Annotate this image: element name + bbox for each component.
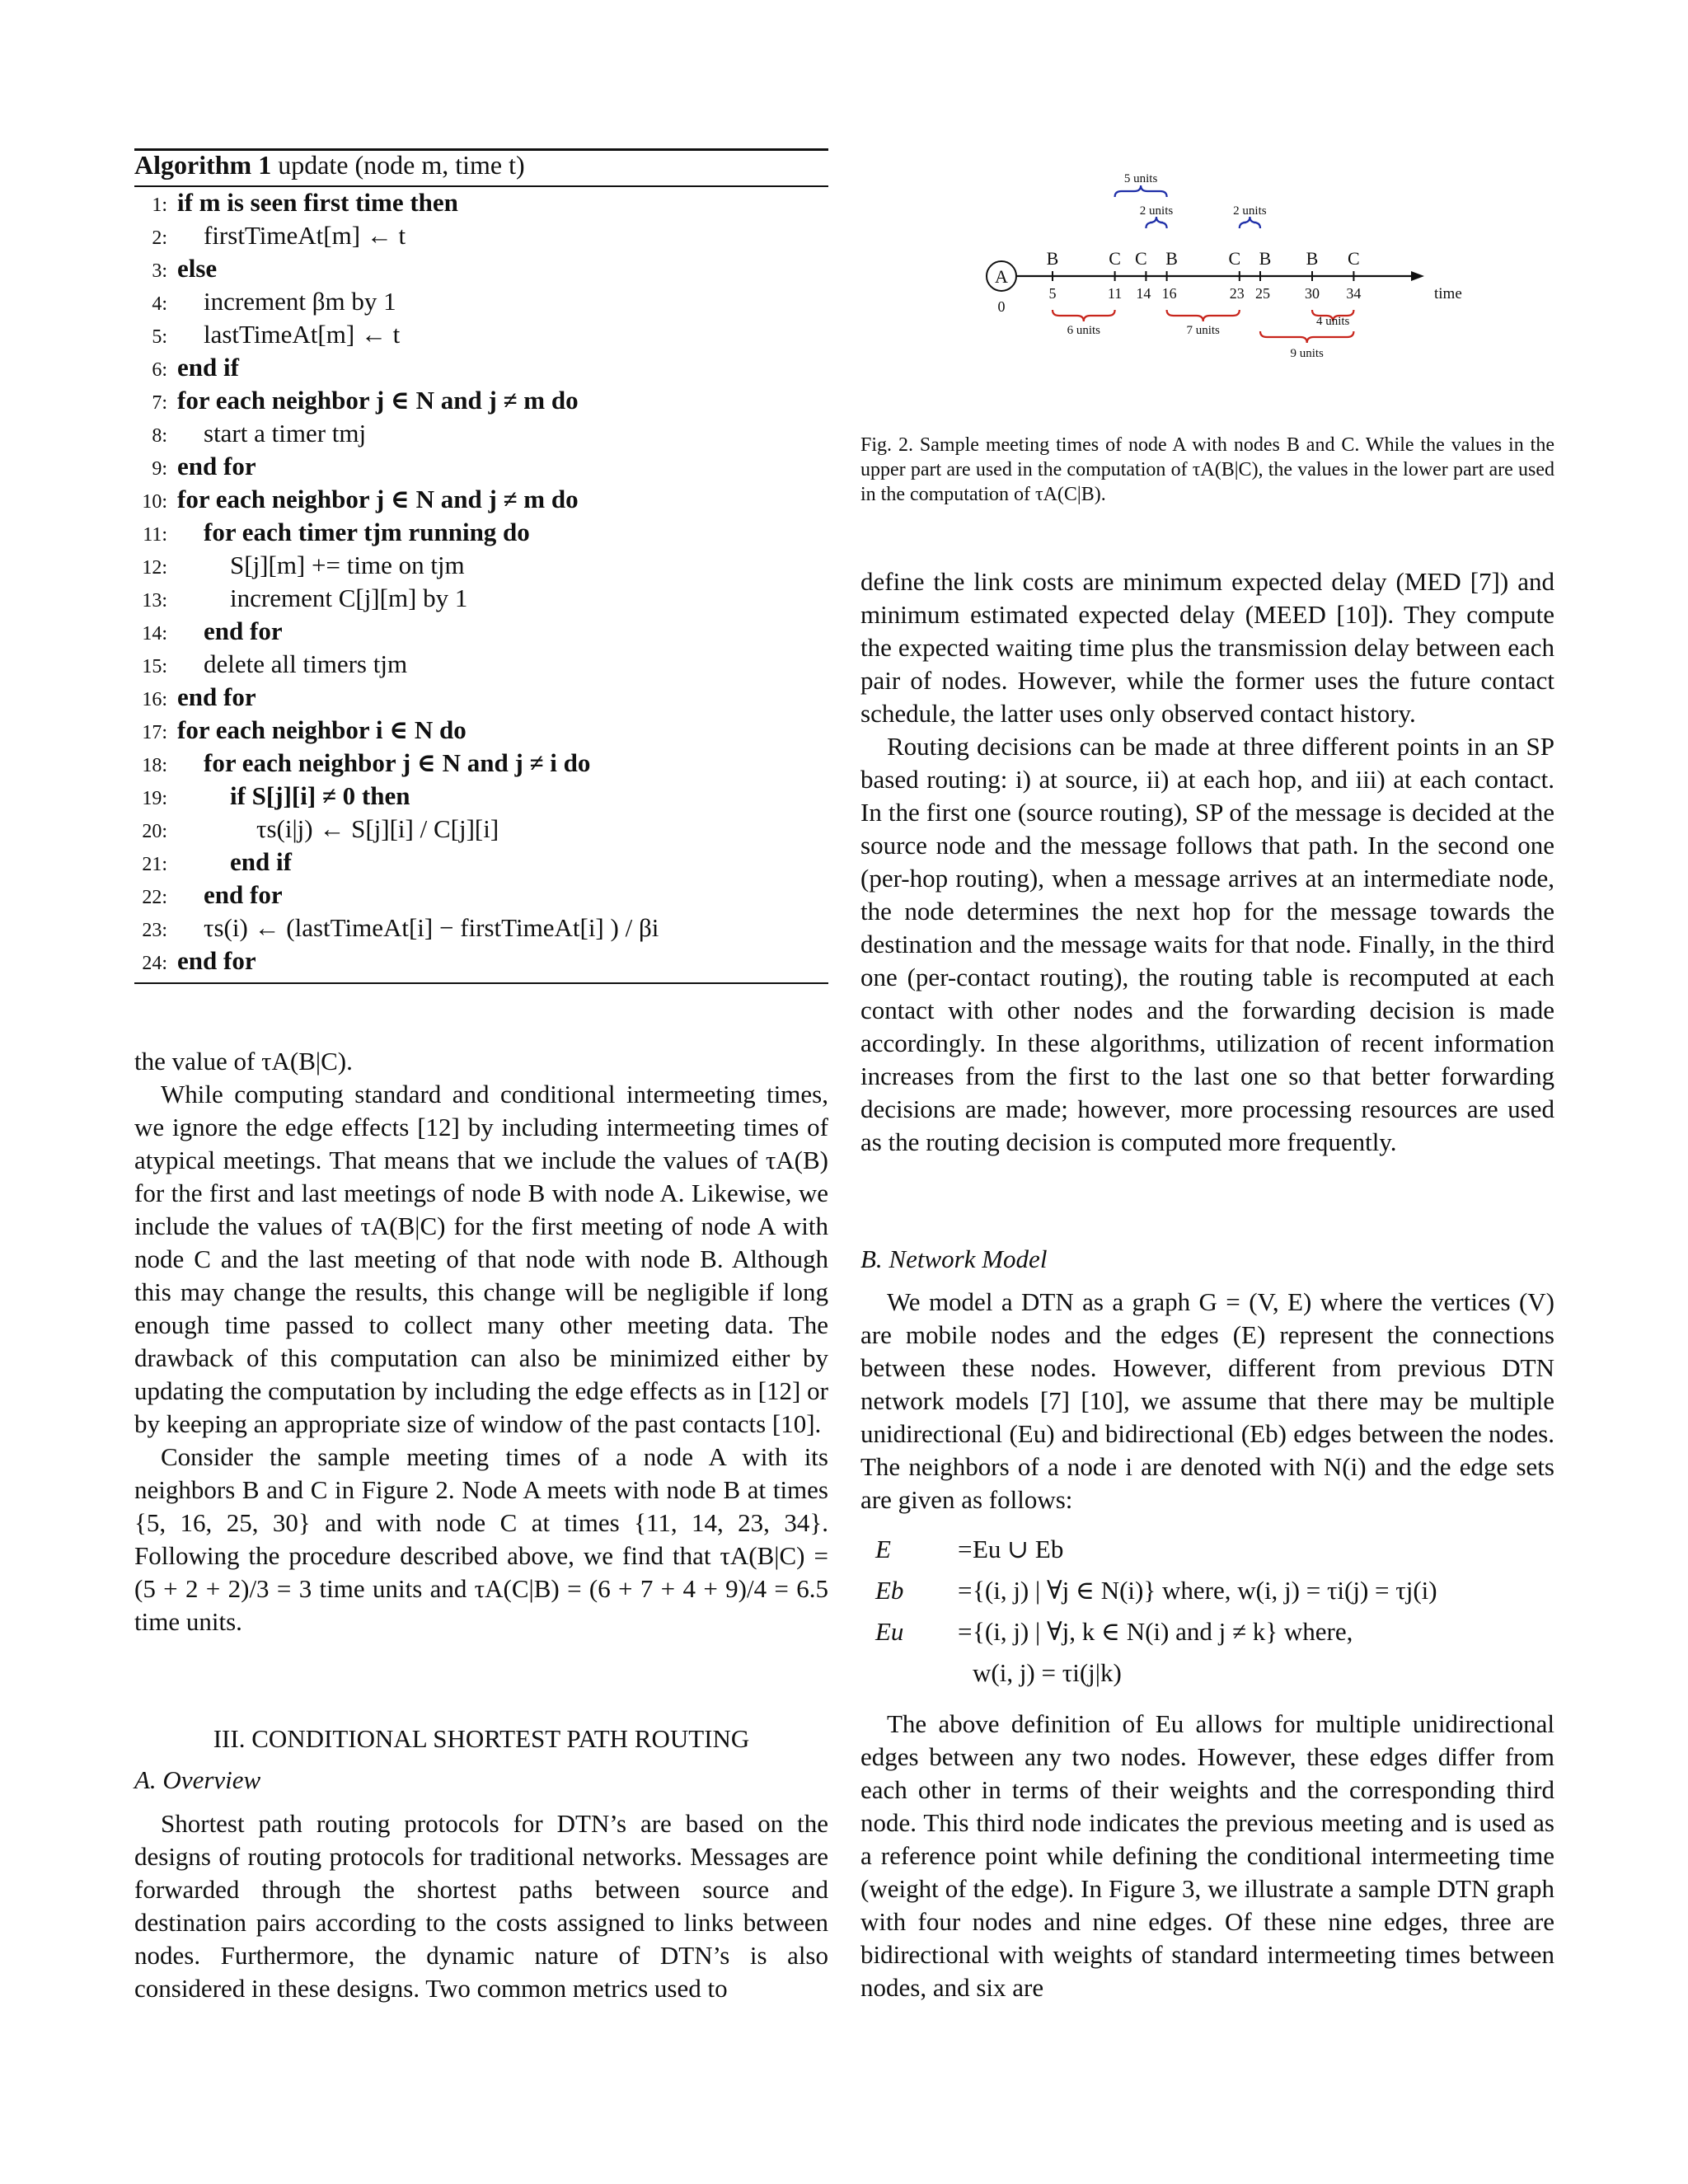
algorithm-signature: update (node m, time t) <box>278 150 525 180</box>
line-number: 1: <box>152 194 167 216</box>
line-number: 22: <box>142 887 167 908</box>
meeting-time-label: 25 <box>1255 285 1270 302</box>
algorithm-line <box>134 320 400 353</box>
meeting-node-label: B <box>1165 248 1178 269</box>
meeting-node-label: C <box>1228 248 1241 269</box>
line-number: 8: <box>152 425 167 447</box>
line-number: 14: <box>142 623 167 644</box>
lower-brace <box>1053 310 1115 321</box>
line-code: for each neighbor j ∈ N and j ≠ i do <box>204 748 591 777</box>
meeting-time-label: 11 <box>1107 285 1123 302</box>
lower-brace <box>1260 331 1353 343</box>
paragraph: Shortest path routing protocols for DTN’s are based on the designs of routing protocols for traditional networks. Messages are forwarded through the shortest paths between source and destination pairs according to the costs assigned to links between nodes. Furthermore, the dynamic nature of DTN’s is also considered in these designs. Two common metrics used to <box>134 1809 828 2003</box>
equation-row <box>860 1617 1554 1650</box>
line-code: end for <box>177 682 256 711</box>
paragraph: We model a DTN as a graph G = (V, E) where the vertices (V) are mobile nodes and the edges (E) represent the connections between these nodes. However, different from previous DTN network models [7] [10], we assume that there may be multiple unidirectional (Eu) and bidirectional (Eb) edges between the nodes. The neighbors of a node i are denoted with N(i) and the edge sets are given as follows: <box>860 1287 1554 1514</box>
meeting-time-label: 23 <box>1229 285 1245 302</box>
algorithm-line <box>134 419 366 452</box>
axis-arrowhead <box>1411 271 1424 281</box>
algorithm-line <box>134 715 467 748</box>
equation-row <box>860 1535 1554 1568</box>
algorithm-line <box>134 748 590 781</box>
line-number: 3: <box>152 260 167 282</box>
lower-brace <box>1167 310 1240 321</box>
paragraph: The above definition of Eu allows for multiple unidirectional edges between any two nodes. However, these edges differ from each other in terms of their weights and the corresponding third node. This third node indicates the previous meeting and is used as a reference point while defining the conditional intermeeting time (weight of the edge). In Figure 3, we illustrate a sample DTN graph with four nodes and nine edges. Of these nine edges, three are bidirectional with weights of standard intermeeting times between nodes, and six are <box>860 1709 1554 2002</box>
equation-operator: = <box>958 1617 973 1646</box>
line-code: lastTimeAt[m] ← t <box>204 320 401 349</box>
meeting-time-label: 30 <box>1305 285 1320 302</box>
line-code: increment C[j][m] by 1 <box>230 583 468 612</box>
line-code: end for <box>204 616 283 645</box>
algorithm-line <box>134 880 283 913</box>
origin-label: 0 <box>997 298 1006 315</box>
line-number: 4: <box>152 293 167 315</box>
axis-label: time <box>1434 285 1462 302</box>
algorithm-line <box>134 649 407 682</box>
algorithm-line <box>134 814 499 847</box>
equation-lhs: E <box>875 1535 891 1563</box>
algorithm-line <box>134 485 579 518</box>
left-body-text-2 <box>134 1807 828 2005</box>
paragraph: Routing decisions can be made at three different points in an SP based routing: i) at source, ii) at each hop, and iii) at each contact. In the first one (source routing), SP of the message is decided at the source node and the message follows that path. In the second one (per-hop routing), when a message arrives at an intermediate node, the node determines the next hop for the message towards the destination and the message waits for that node. Finally, in the third one (per-contact routing), the routing table is recomputed at each contact with other nodes and the forwarding decision is made accordingly. In these algorithms, utilization of recent information increases from the first to the last one so that better forwarding decisions are made; however, more processing resources are used as the routing decision is computed more frequently. <box>860 732 1554 1156</box>
meeting-time-label: 5 <box>1048 285 1057 302</box>
meeting-time-label: 34 <box>1346 285 1362 302</box>
equation-operator: = <box>958 1576 973 1605</box>
algorithm-line <box>134 946 256 979</box>
equation-lhs: Eu <box>875 1617 904 1646</box>
line-code: end if <box>177 353 239 382</box>
line-number: 19: <box>142 788 167 809</box>
algorithm-line <box>134 913 659 946</box>
upper-brace-label: 2 units <box>1139 204 1174 218</box>
line-number: 17: <box>142 722 167 743</box>
line-number: 24: <box>142 953 167 974</box>
meeting-time-label: 14 <box>1136 285 1151 302</box>
meeting-node-label: B <box>1259 248 1272 269</box>
upper-brace <box>1146 217 1166 228</box>
line-number: 23: <box>142 920 167 941</box>
algorithm-header-rule <box>134 185 828 187</box>
line-code: for each timer tjm running do <box>204 518 530 546</box>
line-number: 5: <box>152 326 167 348</box>
paragraph: While computing standard and conditional intermeeting times, we ignore the edge effects [12] by including intermeeting times of atypical meetings. That means that we include the values of τA(B) for the first and last meetings of node B with node A. Likewise, we include the values of τA(B|C) for the first meeting of node A with node C and the last meeting of that node with node B. Although this may change the results, this change will be negligible if long enough time passed to collect many other meeting data. The drawback of this computation can also be minimized either by updating the computation by including the edge effects as in [12] or by keeping an appropriate size of window of the past contacts [10]. <box>134 1080 828 1438</box>
algorithm-line <box>134 221 406 254</box>
algorithm-line <box>134 551 465 583</box>
paragraph: Consider the sample meeting times of a node A with its neighbors B and C in Figure 2. Node A meets with node B at times {5, 16, 25, 30} and with node C at times {11, 14, 23, 34}. Following the procedure described above, we find that τA(B|C) = (5 + 2 + 2)/3 = 3 time units and τA(C|B) = (6 + 7 + 4 + 9)/4 = 6.5 time units. <box>134 1442 828 1636</box>
node-a-label: A <box>995 266 1008 287</box>
algorithm-bottom-rule <box>134 982 828 984</box>
line-code: end for <box>204 880 283 909</box>
line-number: 2: <box>152 227 167 249</box>
equation-row <box>860 1658 1554 1691</box>
lower-brace-label: 6 units <box>1067 324 1101 337</box>
line-code: delete all timers tjm <box>204 649 408 678</box>
subsection-title: B. Network Model <box>860 1244 1048 1273</box>
algorithm-line <box>134 847 292 880</box>
equation-lhs: Eb <box>875 1576 904 1605</box>
line-code: firstTimeAt[m] ← t <box>204 221 406 250</box>
upper-brace-label: 5 units <box>1123 172 1158 185</box>
equation-row <box>860 1576 1554 1609</box>
algorithm-line <box>134 583 467 616</box>
line-code: increment βm by 1 <box>204 287 396 316</box>
paragraph: the value of τA(B|C). <box>134 1047 353 1076</box>
line-number: 18: <box>142 755 167 776</box>
algorithm-line <box>134 386 579 419</box>
equation-rhs: {(i, j) | ∀j, k ∈ N(i) and j ≠ k} where, <box>973 1617 1353 1646</box>
line-number: 9: <box>152 458 167 480</box>
paragraph: define the link costs are minimum expected delay (MED [7]) and minimum estimated expected delay (MEED [10]). They compute the expected waiting time plus the transmission delay between each pair of nodes. However, while the former uses the future contact schedule, the latter uses only observed contact history. <box>860 567 1554 728</box>
left-body-text <box>134 1045 828 1638</box>
meeting-node-label: C <box>1109 248 1121 269</box>
algorithm-label: Algorithm 1 <box>134 150 272 180</box>
line-code: τs(i) ← (lastTimeAt[i] − firstTimeAt[i] ) / βi <box>204 913 659 942</box>
line-number: 11: <box>143 524 167 546</box>
line-code: end if <box>230 847 292 876</box>
line-code: start a timer tmj <box>204 419 367 448</box>
subsection-title: A. Overview <box>134 1765 261 1794</box>
figure-caption: Fig. 2. Sample meeting times of node A with nodes B and C. While the values in the upper part are used in the computation of τA(B|C), the values in the lower part are used in the computation of τA(C|B). <box>860 434 1554 505</box>
algorithm-line <box>134 287 396 320</box>
algorithm-title <box>134 150 525 180</box>
line-code: if S[j][i] ≠ 0 then <box>230 781 410 810</box>
line-code: else <box>177 254 218 283</box>
line-number: 21: <box>142 854 167 875</box>
line-code: end for <box>177 946 256 975</box>
meeting-node-label: C <box>1348 248 1360 269</box>
line-number: 12: <box>142 557 167 579</box>
lower-brace-label: 4 units <box>1315 315 1350 328</box>
equation-operator: = <box>958 1535 973 1563</box>
right-body-text-3 <box>860 1708 1554 2004</box>
algorithm-line <box>134 781 410 814</box>
line-code: end for <box>177 452 256 480</box>
line-code: for each neighbor j ∈ N and j ≠ m do <box>177 386 579 415</box>
line-number: 20: <box>142 821 167 842</box>
line-number: 6: <box>152 359 167 381</box>
line-number: 16: <box>142 689 167 710</box>
algorithm-line <box>134 254 217 287</box>
algorithm-line <box>134 518 530 551</box>
right-body-text <box>860 565 1554 1159</box>
line-number: 15: <box>142 656 167 677</box>
line-code: if m is seen first time then <box>177 188 458 217</box>
line-code: S[j][m] += time on tjm <box>230 551 465 579</box>
lower-brace-label: 9 units <box>1290 347 1324 360</box>
section-title: III. CONDITIONAL SHORTEST PATH ROUTING <box>213 1724 750 1753</box>
line-code: for each neighbor i ∈ N do <box>177 715 467 744</box>
line-code: for each neighbor j ∈ N and j ≠ m do <box>177 485 579 513</box>
line-number: 13: <box>142 590 167 612</box>
meeting-node-label: B <box>1046 248 1059 269</box>
equation-rhs: Eu ∪ Eb <box>973 1535 1064 1563</box>
algorithm-line <box>134 452 256 485</box>
algorithm-line <box>134 616 283 649</box>
upper-brace-label: 2 units <box>1233 204 1267 218</box>
algorithm-line <box>134 353 239 386</box>
equation-rhs: w(i, j) = τi(j|k) <box>973 1658 1122 1687</box>
algorithm-line <box>134 682 256 715</box>
right-body-text-2 <box>860 1286 1554 1516</box>
line-code: τs(i|j) ← S[j][i] / C[j][i] <box>256 814 499 843</box>
lower-brace-label: 7 units <box>1186 324 1220 337</box>
line-number: 10: <box>142 491 167 513</box>
line-number: 7: <box>152 392 167 414</box>
figure-2-timeline <box>860 161 1554 383</box>
upper-brace <box>1115 185 1167 197</box>
meeting-node-label: B <box>1306 248 1319 269</box>
equation-rhs: {(i, j) | ∀j ∈ N(i)} where, w(i, j) = τi(j) = τj(i) <box>973 1576 1437 1605</box>
algorithm-line <box>134 188 458 221</box>
upper-brace <box>1240 217 1260 228</box>
meeting-node-label: C <box>1135 248 1147 269</box>
meeting-time-label: 16 <box>1161 285 1177 302</box>
